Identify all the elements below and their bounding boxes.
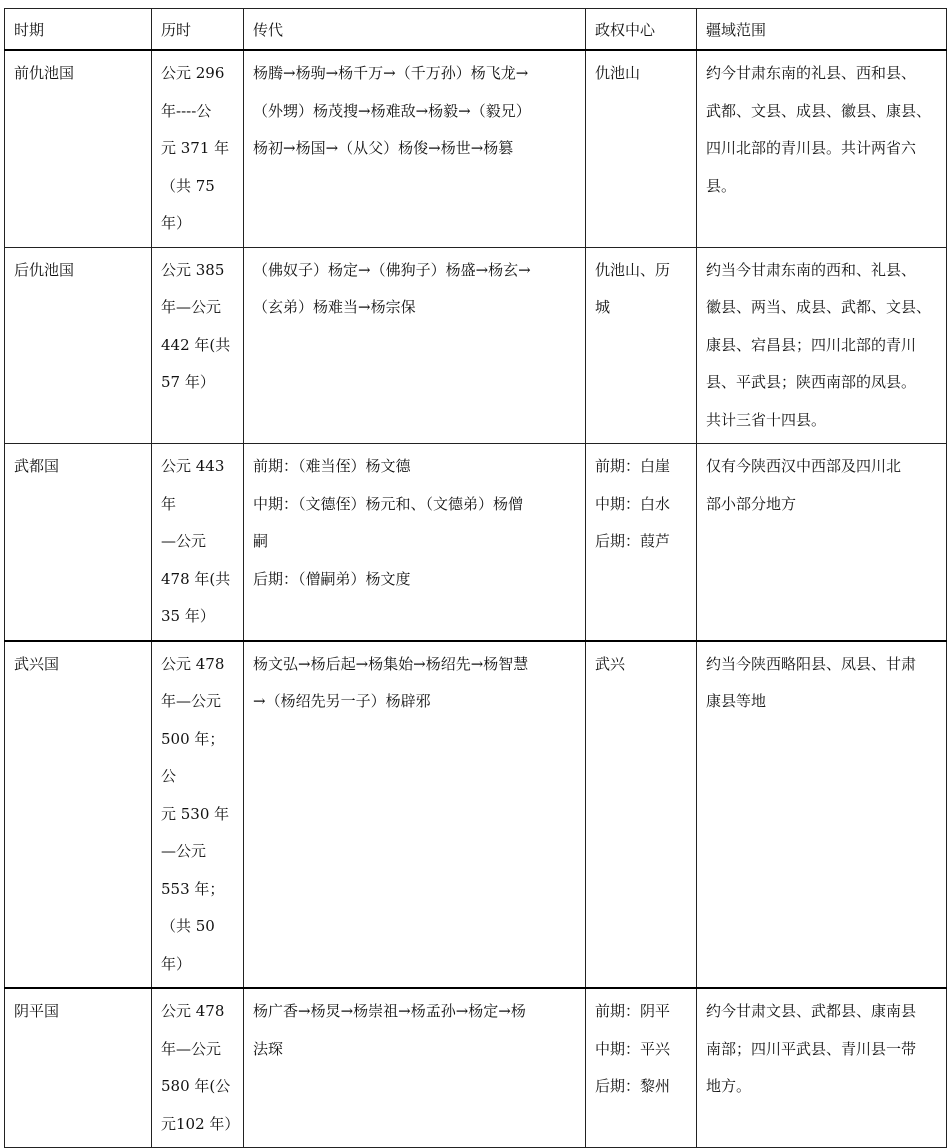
succession-line: 杨腾→杨驹→杨千万→（千万孙）杨飞龙→ bbox=[253, 64, 529, 82]
duration-line: 公元 296 bbox=[161, 64, 225, 82]
duration-line: 元 530 年 bbox=[161, 804, 230, 823]
succession-line: （外甥）杨茂搜→杨难敌→杨毅→（毅兄） bbox=[253, 101, 531, 120]
header-period: 时期 bbox=[5, 9, 152, 51]
center-line: 仇池山、历 bbox=[595, 260, 671, 279]
territory-line: 地方。 bbox=[706, 1077, 752, 1095]
territory-cell bbox=[697, 444, 947, 641]
duration-line: 公元 443 bbox=[161, 457, 225, 475]
duration-line: 年 bbox=[161, 494, 177, 513]
duration-line: 元102 年） bbox=[161, 1114, 240, 1133]
center-line: 后期：黎州 bbox=[595, 1077, 671, 1095]
center-line: 中期：平兴 bbox=[595, 1039, 671, 1058]
succession-cell bbox=[244, 247, 586, 444]
center-line: 后期：葭芦 bbox=[595, 532, 671, 550]
center-line: 仇池山 bbox=[595, 64, 641, 82]
period-cell: 阴平国 bbox=[5, 988, 152, 1148]
header-row bbox=[5, 9, 947, 51]
table-row bbox=[5, 444, 947, 641]
succession-line: 杨广香→杨炅→杨崇祖→杨孟孙→杨定→杨 bbox=[253, 1002, 526, 1020]
territory-cell bbox=[697, 50, 947, 247]
duration-cell bbox=[152, 641, 244, 989]
period-cell: 武兴国 bbox=[5, 641, 152, 989]
territory-line: 约今甘肃文县、武都县、康南县 bbox=[706, 1002, 917, 1020]
header-territory: 疆域范围 bbox=[697, 9, 947, 51]
center-cell bbox=[586, 444, 697, 641]
center-line: 武兴 bbox=[595, 654, 626, 673]
table-body bbox=[5, 50, 947, 1148]
territory-line: 徽县、两当、成县、武都、文县、 bbox=[706, 298, 932, 316]
succession-cell bbox=[244, 444, 586, 641]
table-row bbox=[5, 988, 947, 1148]
territory-line: 约当今陕西略阳县、凤县、甘肃 bbox=[706, 654, 917, 673]
succession-line: （玄弟）杨难当→杨宗保 bbox=[253, 298, 416, 316]
territory-line: 康县等地 bbox=[706, 692, 767, 710]
territory-line: 部小部分地方 bbox=[706, 494, 797, 513]
succession-cell bbox=[244, 50, 586, 247]
succession-line: 杨文弘→杨后起→杨集始→杨绍先→杨智慧 bbox=[253, 654, 529, 673]
period-cell: 后仇池国 bbox=[5, 247, 152, 444]
duration-line: —公元 bbox=[161, 842, 207, 860]
duration-line: —公元 bbox=[161, 532, 207, 550]
territory-line: 县、平武县；陕西南部的凤县。 bbox=[706, 373, 917, 391]
table-row bbox=[5, 50, 947, 247]
succession-line: 前期：（难当侄）杨文德 bbox=[253, 457, 411, 475]
center-cell bbox=[586, 988, 697, 1148]
center-cell bbox=[586, 641, 697, 989]
duration-line: 年） bbox=[161, 214, 192, 232]
center-line: 前期：白崖 bbox=[595, 457, 671, 475]
territory-line: 南部；四川平武县、青川县一带 bbox=[706, 1039, 917, 1058]
center-line: 前期：阴平 bbox=[595, 1002, 671, 1020]
succession-line: →（杨绍先另一子）杨辟邪 bbox=[253, 692, 431, 710]
succession-cell bbox=[244, 988, 586, 1148]
duration-line: 553 年； bbox=[161, 879, 225, 898]
period-cell: 前仇池国 bbox=[5, 50, 152, 247]
duration-line: （共 50 bbox=[161, 917, 215, 935]
table-row bbox=[5, 641, 947, 989]
duration-line: 公元 385 bbox=[161, 260, 225, 279]
territory-line: 约今甘肃东南的礼县、西和县、 bbox=[706, 64, 917, 82]
duration-line: 500 年；公 bbox=[161, 729, 225, 785]
territory-line: 武都、文县、成县、徽县、康县、 bbox=[706, 101, 932, 120]
duration-line: 35 年） bbox=[161, 607, 215, 625]
duration-line: 年—公元 bbox=[161, 692, 222, 710]
succession-line: 法琛 bbox=[253, 1039, 284, 1058]
succession-line: 中期：（文德侄）杨元和、（文德弟）杨僧 bbox=[253, 494, 524, 513]
duration-line: 478 年(共 bbox=[161, 569, 231, 588]
territory-cell bbox=[697, 247, 947, 444]
territory-line: 县。 bbox=[706, 176, 737, 195]
header-duration: 历时 bbox=[152, 9, 244, 51]
duration-cell bbox=[152, 50, 244, 247]
center-line: 中期：白水 bbox=[595, 494, 671, 513]
header-succession: 传代 bbox=[244, 9, 586, 51]
succession-line: 杨初→杨国→（从父）杨俊→杨世→杨篡 bbox=[253, 139, 514, 157]
header-center: 政权中心 bbox=[586, 9, 697, 51]
territory-cell bbox=[697, 641, 947, 989]
duration-line: 年----公 bbox=[161, 101, 212, 120]
center-cell bbox=[586, 50, 697, 247]
territory-line: 约当今甘肃东南的西和、礼县、 bbox=[706, 260, 917, 279]
dynasty-table bbox=[4, 8, 947, 1148]
table-row bbox=[5, 247, 947, 444]
duration-line: 580 年(公 bbox=[161, 1077, 231, 1095]
duration-line: 公元 478 bbox=[161, 1002, 225, 1020]
duration-line: 年—公元 bbox=[161, 1039, 222, 1058]
center-cell bbox=[586, 247, 697, 444]
center-line: 城 bbox=[595, 298, 611, 316]
territory-cell bbox=[697, 988, 947, 1148]
succession-line: 嗣 bbox=[253, 532, 269, 550]
duration-line: （共 75 bbox=[161, 176, 215, 195]
duration-line: 442 年(共 bbox=[161, 335, 231, 354]
succession-cell bbox=[244, 641, 586, 989]
duration-line: 57 年） bbox=[161, 373, 215, 391]
territory-line: 康县、宕昌县；四川北部的青川 bbox=[706, 335, 917, 354]
duration-cell bbox=[152, 988, 244, 1148]
succession-line: 后期：（僧嗣弟）杨文度 bbox=[253, 569, 411, 588]
duration-line: 年） bbox=[161, 954, 192, 973]
period-cell: 武都国 bbox=[5, 444, 152, 641]
territory-line: 仅有今陕西汉中西部及四川北 bbox=[706, 457, 902, 475]
succession-line: （佛奴子）杨定→（佛狗子）杨盛→杨玄→ bbox=[253, 260, 531, 279]
duration-line: 公元 478 bbox=[161, 654, 225, 673]
duration-cell bbox=[152, 444, 244, 641]
duration-line: 元 371 年 bbox=[161, 139, 230, 157]
duration-cell bbox=[152, 247, 244, 444]
territory-line: 共计三省十四县。 bbox=[706, 410, 827, 429]
territory-line: 四川北部的青川县。共计两省六 bbox=[706, 139, 917, 157]
duration-line: 年—公元 bbox=[161, 298, 222, 316]
